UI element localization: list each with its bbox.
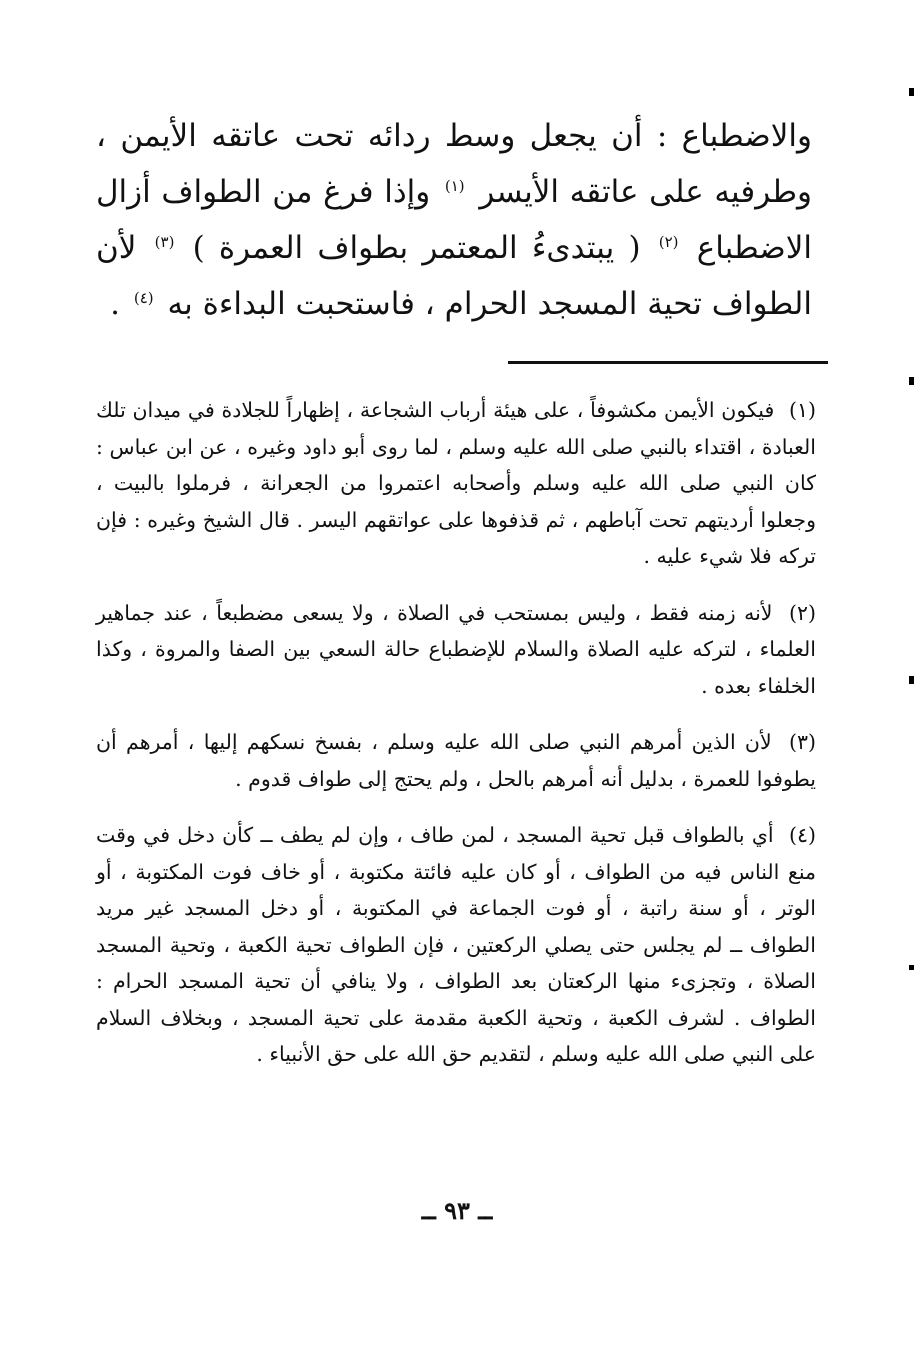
footnote-3 — [96, 724, 816, 797]
footnote-divider — [508, 361, 828, 364]
main-text-part-3: ( يبتدىءُ المعتمر بطواف العمرة ) — [192, 230, 641, 266]
footnote-ref-4: (٤) — [133, 288, 154, 307]
footnote-number: (٤) — [788, 823, 816, 847]
scan-edge-mark — [909, 377, 914, 385]
main-text-end: . — [110, 286, 120, 322]
footnote-number: (٣) — [788, 730, 816, 754]
footnote-text: فيكون الأيمن مكشوفاً ، على هيئة أرباب الشجاعة ، إظهاراً للجلادة في ميدان تلك العبادة ، اقتداء بالنبي صلى الله عليه وسلم ، لما روى أبو داود وغيره ، عن ابن عباس : كان النبي صلى الله عليه وسلم وأصحابه اعتمروا من الجعرانة ، فرملوا بالبيت ، وجعلوا أرديتهم تحت آباطهم ، ثم قذفوها على عواتقهم اليسر . قال الشيخ وغيره : فإن تركه فلا شيء عليه . — [96, 398, 816, 568]
footnote-ref-1: (١) — [444, 176, 465, 195]
footnote-number: (١) — [788, 398, 816, 422]
main-text-part-1: والاضطباع : أن يجعل وسط ردائه تحت عاتقه الأيمن ، وطرفيه على عاتقه الأيسر — [96, 118, 812, 210]
footnotes-section — [96, 392, 816, 1093]
main-text-part-4: لأن الطواف تحية المسجد الحرام ، فاستحبت البداءة به — [96, 230, 812, 322]
footnote-ref-2: (٢) — [658, 232, 679, 251]
footnote-text: لأنه زمنه فقط ، وليس بمستحب في الصلاة ، ولا يسعى مضطبعاً ، عند جماهير العلماء ، لتركه عليه الصلاة والسلام للإضطباع حالة السعي بين الصفا والمروة ، وكذا الخلفاء بعده . — [96, 600, 816, 698]
scan-edge-mark — [909, 88, 914, 96]
footnote-1 — [96, 392, 816, 575]
main-text-part-2: وإذا فرغ من الطواف أزال الاضطباع — [96, 174, 813, 266]
footnote-2 — [96, 595, 816, 705]
main-paragraph — [96, 108, 812, 332]
footnote-4 — [96, 817, 816, 1073]
scan-edge-mark — [909, 965, 914, 970]
scan-edge-mark — [909, 676, 914, 684]
page-number: ــ ٩٣ ــ — [421, 1196, 493, 1225]
footnote-number: (٢) — [788, 600, 816, 625]
footnote-ref-3: (٣) — [154, 232, 175, 251]
footnote-text: أي بالطواف قبل تحية المسجد ، لمن طاف ، وإن لم يطف ــ كأن دخل في وقت منع الناس فيه من الطواف ، أو كان عليه فائتة مكتوبة ، أو خاف فوت المكتوبة ، أو الوتر ، أو سنة راتبة ، أو فوت الجماعة في المكتوبة ، أو دخل المسجد غير مريد الطواف ــ لم يجلس حتى يصلي الركعتين ، فإن الطواف تحية الكعبة ، وتحية المسجد الصلاة ، وتجزىء منها الركعتان بعد الطواف ، ولا ينافي أن تحية المسجد الحرام : الطواف . لشرف الكعبة ، وتحية الكعبة مقدمة على تحية المسجد ، وبخلاف السلام على النبي صلى الله عليه وسلم ، لتقديم حق الله على حق الأنبياء . — [96, 823, 816, 1066]
footnote-text: لأن الذين أمرهم النبي صلى الله عليه وسلم ، بفسخ نسكهم إليها ، أمرهم أن يطوفوا للعمرة ، بدليل أنه أمرهم بالحل ، ولم يحتج إلى طواف قدوم . — [96, 730, 816, 791]
